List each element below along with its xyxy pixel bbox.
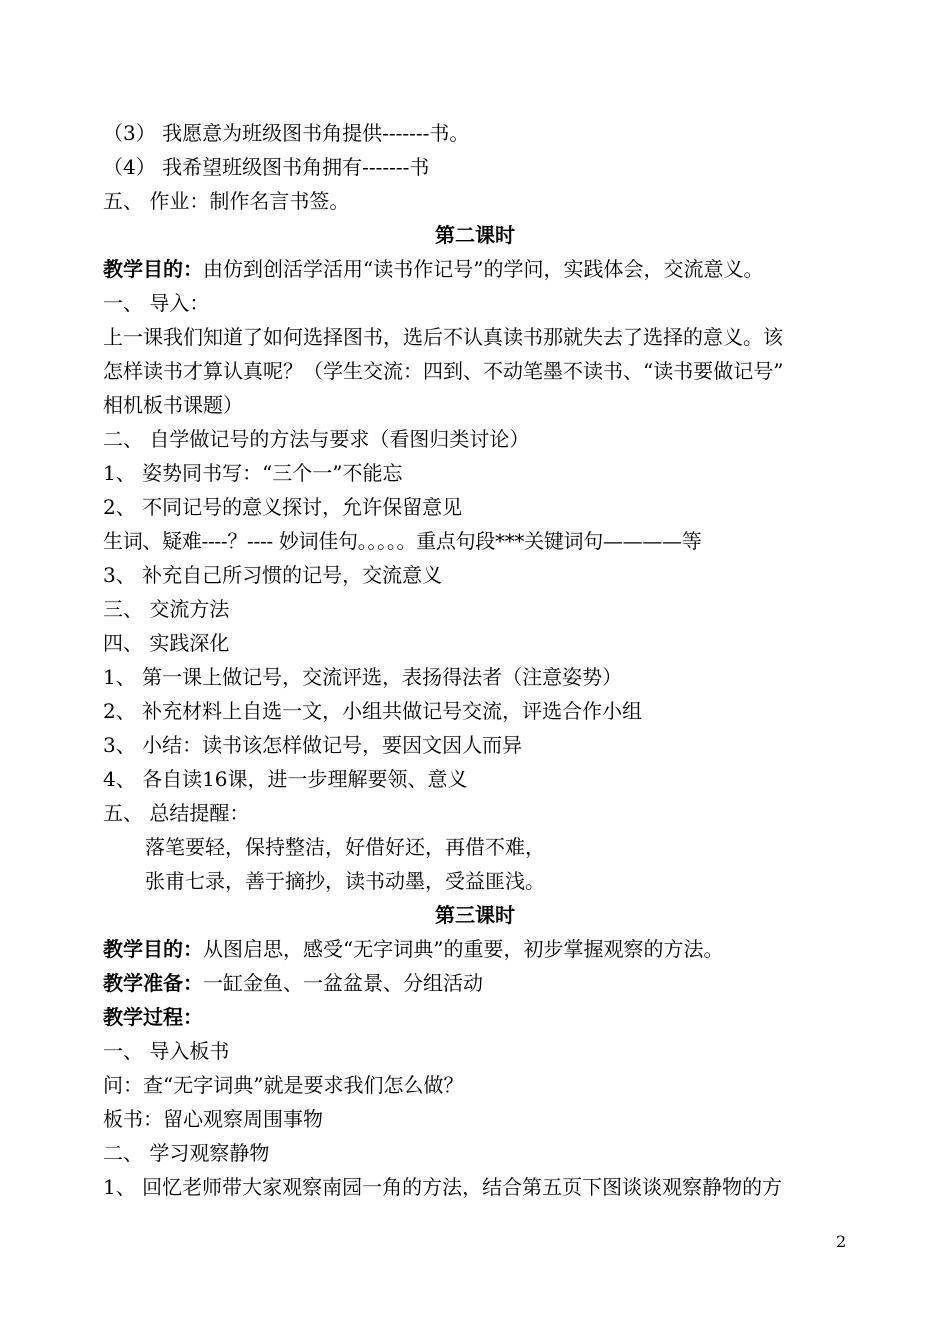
process-label: 教学过程： <box>103 1005 203 1029</box>
goal-text: 从图启思，感受“无字词典”的重要，初步掌握观察的方法。 <box>203 937 724 961</box>
text-line: 二、 自学做记号的方法与要求（看图归类讨论） <box>103 427 530 451</box>
section-heading: 第三课时 <box>435 903 515 927</box>
text-line: 问：查“无字词典”就是要求我们怎么做？ <box>103 1073 464 1097</box>
text-line <box>103 252 863 286</box>
text-line: 1、 回忆老师带大家观察南园一角的方法，结合第五页下图谈谈观察静物的方 <box>103 1175 783 1199</box>
goal-label: 教学目的： <box>103 257 203 281</box>
text-line <box>103 966 863 1000</box>
section-heading: 第二课时 <box>435 223 515 247</box>
goal-text: 由仿到创活学活用“读书作记号”的学问，实践体会，交流意义。 <box>203 257 764 281</box>
text-line: 1、 姿势同书写：“三个一”不能忘 <box>103 461 403 485</box>
text-line: 相机板书课题） <box>103 393 243 417</box>
text-line: 五、 总结提醒： <box>103 801 250 825</box>
text-line: 3、 补充自己所习惯的记号，交流意义 <box>103 563 443 587</box>
text-line: （4） 我希望班级图书角拥有-------书 <box>103 155 430 179</box>
text-line: 怎样读书才算认真呢？（学生交流：四到、不动笔墨不读书、“读书要做记号” <box>103 359 784 383</box>
text-line: 五、 作业：制作名言书签。 <box>103 189 350 213</box>
text-line: 落笔要轻，保持整洁，好借好还，再借不难， <box>145 835 545 859</box>
text-line: 上一课我们知道了如何选择图书，选后不认真读书那就失去了选择的意义。该 <box>103 325 783 349</box>
text-line: 4、 各自读16课，进一步理解要领、意义 <box>103 767 468 791</box>
text-line: 2、 不同记号的意义探讨，允许保留意见 <box>103 495 463 519</box>
text-line: 2、 补充材料上自选一文，小组共做记号交流，评选合作小组 <box>103 699 643 723</box>
text-line: 二、 学习观察静物 <box>103 1141 270 1165</box>
text-line: 1、 第一课上做记号，交流评选，表扬得法者（注意姿势） <box>103 665 623 689</box>
text-line: （3） 我愿意为班级图书角提供-------书。 <box>103 121 470 145</box>
text-line: 四、 实践深化 <box>103 631 230 655</box>
text-line: 一、 导入： <box>103 291 210 315</box>
text-line: 3、 小结：读书该怎样做记号，要因文因人而异 <box>103 733 523 757</box>
text-line: 张甫七录，善于摘抄，读书动墨，受益匪浅。 <box>145 869 545 893</box>
prep-label: 教学准备： <box>103 971 203 995</box>
text-line: 板书：留心观察周围事物 <box>103 1107 323 1131</box>
text-line: 一、 导入板书 <box>103 1039 230 1063</box>
text-line: 生词、疑难----？---- 妙词佳句。。。。。重点句段***关键词句————等 <box>103 529 702 553</box>
text-line <box>103 932 863 966</box>
page-number: 2 <box>836 1232 847 1251</box>
goal-label: 教学目的： <box>103 937 203 961</box>
prep-text: 一缸金鱼、一盆盆景、分组活动 <box>203 971 483 995</box>
text-line: 三、 交流方法 <box>103 597 230 621</box>
